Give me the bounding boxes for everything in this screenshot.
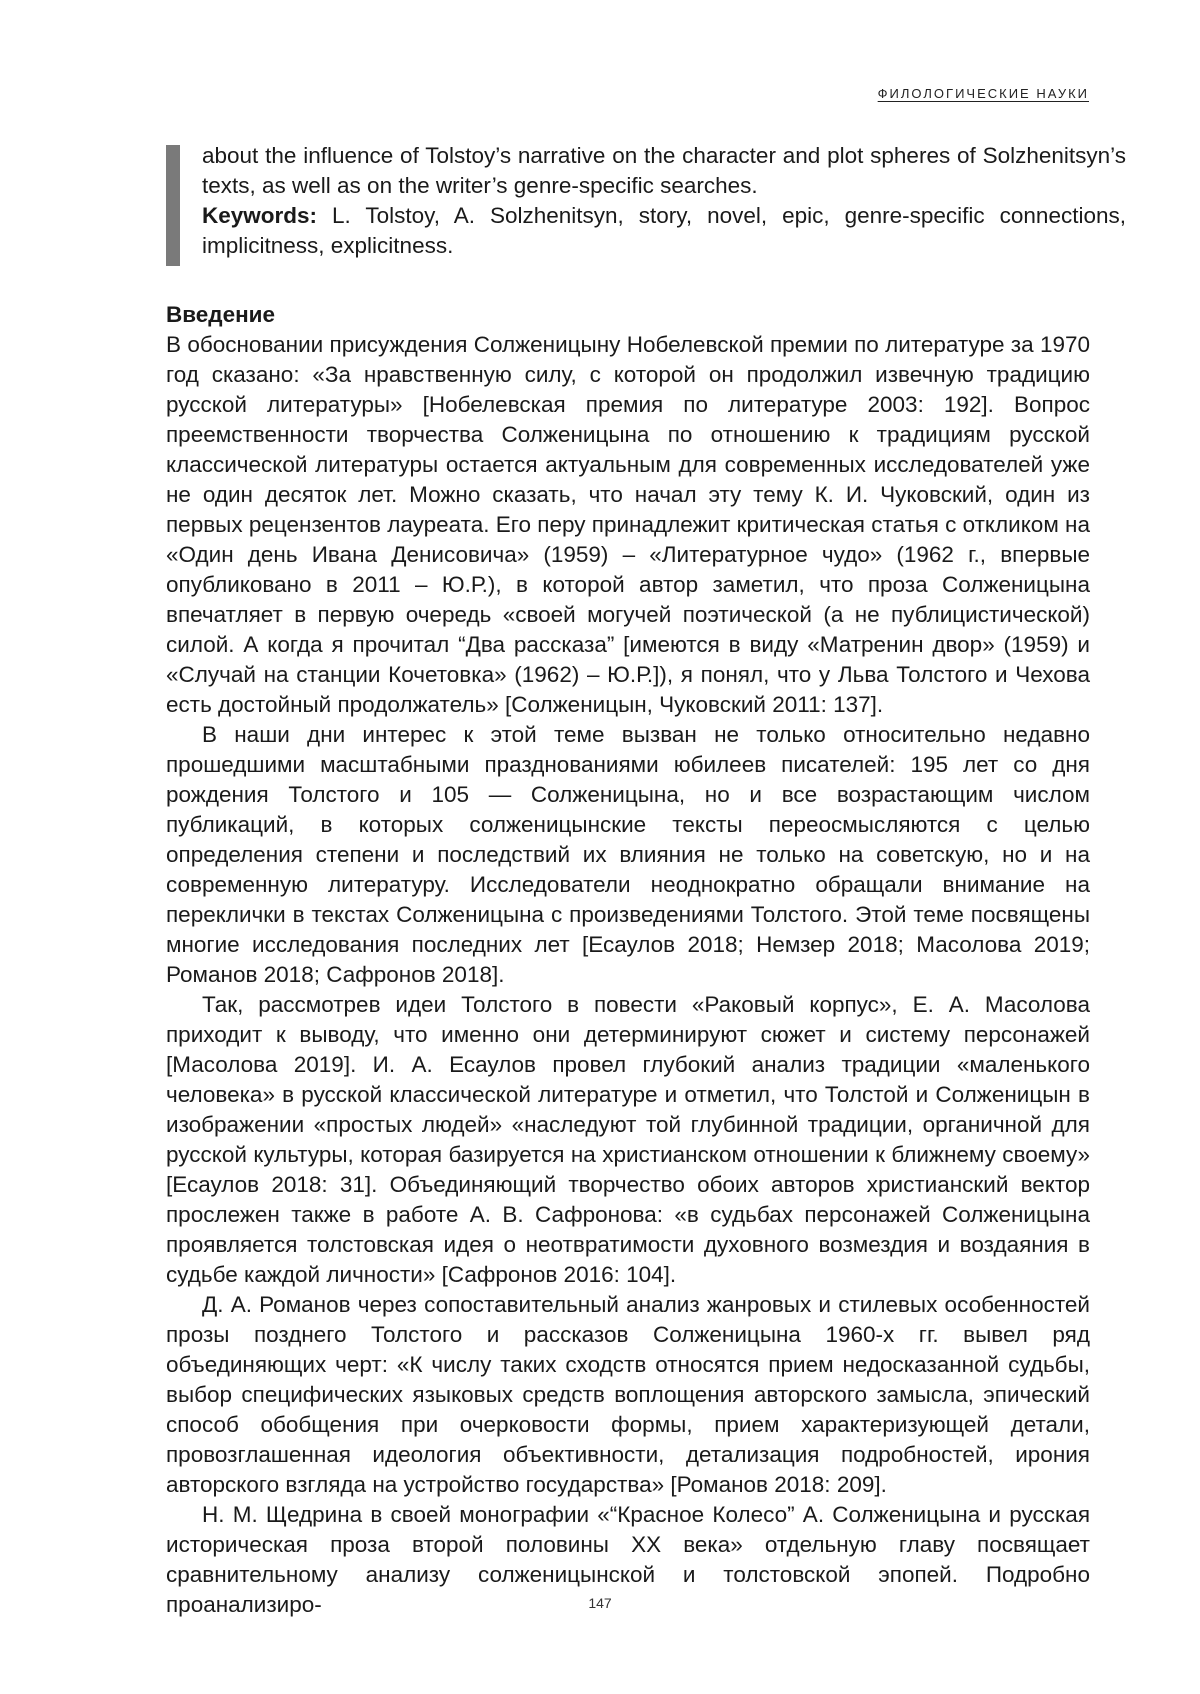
abstract-continuation: about the influence of Tolstoy’s narrative on the character and plot spheres of Solzhenitsyn’s texts, as well as on the writer’s genre-specific searches. (202, 143, 1126, 198)
paragraph: Д. А. Романов через сопоставительный анализ жанровых и стилевых особенностей прозы позднего Толстого и рассказов Солженицына 1960-х гг. вывел ряд объединяющих черт: «К числу таких сходств относятся прием недосказанной судьбы, выбор специфических языковых средств воплощения авторского замысла, эпический способ обобщения при очерковости формы, прием характеризующей детали, провозглашенная идеология объективности, детализация подробностей, ирония авторского взгляда на устройство государства» [Романов 2018: 209]. (166, 1292, 1090, 1497)
keywords-text: L. Tolstoy, A. Solzhenitsyn, story, novel, epic, genre-specific connections, implicitness, explicitness. (202, 203, 1126, 258)
abstract-side-bar (166, 145, 180, 266)
paragraph: В обосновании присуждения Солженицыну Нобелевской премии по литературе за 1970 год сказано: «За нравственную силу, с которой он продолжил извечную традицию русской литературы» [Нобелевская премия по литературе 2003: 192]. Вопрос преемственности творчества Солженицына по отношению к традициям русской классической литературы остается актуальным для современных исследователей уже не один десяток лет. Можно сказать, что начал эту тему К. И. Чуковский, один из первых рецензентов лауреата. Его перу принадлежит критическая статья с откликом на «Один день Ивана Денисовича» (1959) – «Литературное чудо» (1962 г., впервые опубликовано в 2011 – Ю.Р.), в которой автор заметил, что проза Солженицына впечатляет в первую очередь «своей могучей поэтической (а не публицистической) силой. А когда я прочитал “Два рассказа” [имеются в виду «Матренин двор» (1959) и «Случай на станции Кочетовка» (1962) – Ю.Р.]), я понял, что у Льва Толстого и Чехова есть достойный продолжатель» [Солженицын, Чуковский 2011: 137]. (166, 332, 1090, 717)
running-header: ФИЛОЛОГИЧЕСКИЕ НАУКИ (877, 86, 1089, 101)
page-number: 147 (588, 1595, 612, 1611)
paragraph: Н. М. Щедрина в своей монографии «“Красное Колесо” А. Солженицына и русская историческая проза второй половины XX века» отдельную главу посвящает сравнительному анализу солженицынской и толстовской эпопей. Подробно проанализиро- (166, 1502, 1090, 1617)
paragraph: В наши дни интерес к этой теме вызван не только относительно недавно прошедшими масштабными празднованиями юбилеев писателей: 195 лет со дня рождения Толстого и 105 — Солженицына, но и все возрастающим числом публикаций, в которых солженицынские тексты переосмысляются с целью определения степени и последствий их влияния не только на советскую, но и на современную литературу. Исследователи неоднократно обращали внимание на переклички в текстах Солженицына с произведениями Толстого. Этой теме посвящены многие исследования последних лет [Есаулов 2018; Немзер 2018; Масолова 2019; Романов 2018; Сафронов 2018]. (166, 722, 1090, 987)
section-heading: Введение (166, 302, 276, 327)
keywords-label: Keywords: (202, 203, 318, 228)
paragraph: Так, рассмотрев идеи Толстого в повести «Раковый корпус», Е. А. Масолова приходит к выводу, что именно они детерминируют сюжет и систему персонажей [Масолова 2019]. И. А. Есаулов провел глубокий анализ традиции «маленького человека» в русской классической литературе и отметил, что Толстой и Солженицын в изображении «простых людей» «наследуют той глубинной традиции, органичной для русской культуры, которая базируется на христианском отношении к ближнему своему» [Есаулов 2018: 31]. Объединяющий творчество обоих авторов христианский вектор прослежен также в работе А. В. Сафронова: «в судьбах персонажей Солженицына проявляется толстовская идея о неотвратимости духовного возмездия и воздаяния в судьбе каждой личности» [Сафронов 2016: 104]. (166, 992, 1090, 1287)
abstract-block (166, 141, 1126, 261)
keywords-line (202, 201, 1126, 261)
article-body (166, 300, 1090, 1620)
